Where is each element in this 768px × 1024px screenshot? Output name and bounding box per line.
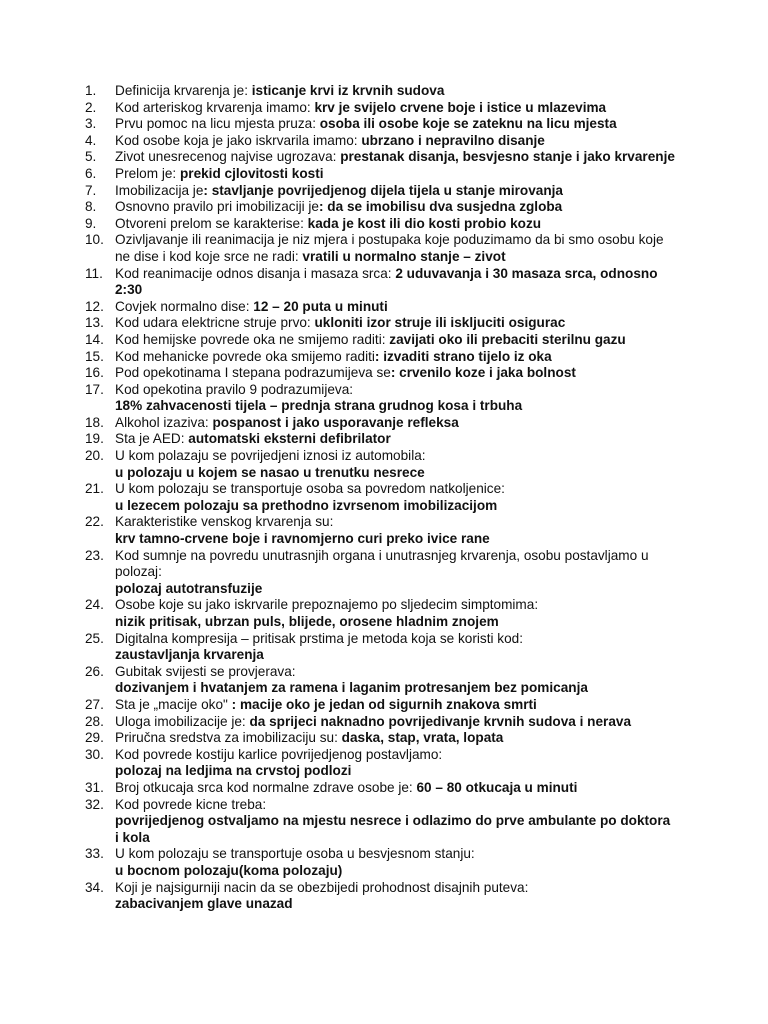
question-text: Kod osobe koja je jako iskrvarila imamo: (115, 132, 362, 148)
list-item (0, 266, 675, 299)
answer-text: vratili u normalno stanje – zivot (302, 248, 506, 264)
list-item (0, 100, 675, 117)
question-text: Ozivljavanje ili reanimacija je niz mjera i postupaka koje poduzimamo da bi smo osobu koje ne dise i kod koje srce ne radi: (115, 232, 664, 264)
answer-text: u lezecem polozaju sa prethodno izvrsenom imobilizacijom (115, 497, 498, 513)
item-number: 20. (85, 448, 104, 464)
list-item (0, 514, 675, 547)
list-item (0, 232, 675, 265)
list-item (0, 730, 675, 747)
item-number: 32. (85, 796, 104, 812)
item-number: 17. (85, 381, 104, 397)
answer-text: zaustavljanja krvarenja (115, 647, 264, 663)
question-text: Uloga imobilizacije je: (115, 713, 250, 729)
question-text: Kod opekotina pravilo 9 podrazumijeva: (115, 381, 354, 397)
item-number: 10. (85, 232, 104, 248)
answer-text: zavijati oko ili prebaciti sterilnu gazu (389, 331, 626, 347)
item-number: 33. (85, 846, 104, 862)
question-text: Alkohol izaziva: (115, 414, 213, 430)
item-number: 16. (85, 365, 104, 381)
item-number: 23. (85, 547, 104, 563)
item-number: 1. (85, 83, 97, 98)
question-text: Definicija krvarenja je: (115, 83, 252, 98)
question-text: Osnovno pravilo pri imobilizaciji je (115, 199, 319, 215)
list-item (0, 149, 675, 166)
list-item (0, 846, 675, 879)
list-item (0, 797, 675, 847)
question-text: Prvu pomoc na licu mjesta pruza: (115, 116, 320, 132)
question-text: Kod povrede kostiju karlice povrijedjenog postavljamo: (115, 746, 443, 762)
answer-text: isticanje krvi iz krvnih sudova (251, 83, 445, 98)
list-item (0, 365, 675, 382)
question-text: Pod opekotinama I stepana podrazumijeva se (115, 365, 391, 381)
list-item (0, 664, 675, 697)
question-text: Kod hemijske povrede oka ne smijemo raditi: (115, 331, 390, 347)
item-number: 19. (85, 431, 104, 447)
answer-text: krv tamno-crvene boje i ravnomjerno curi preko ivice rane (115, 531, 490, 547)
answer-text: krv je svijelo crvene boje i istice u mlazevima (314, 99, 607, 115)
answer-text: kada je kost ili dio kosti probio kozu (307, 215, 542, 231)
answer-text: 12 – 20 puta u minuti (253, 298, 388, 314)
list-item (0, 548, 675, 598)
item-number: 2. (85, 99, 97, 115)
list-item (0, 697, 675, 714)
answer-text: polozaj autotransfuzije (115, 580, 263, 596)
item-number: 8. (85, 199, 97, 215)
question-text: Karakteristike venskog krvarenja su: (115, 514, 334, 530)
question-text: Zivot unesrecenog najvise ugrozava: (115, 149, 341, 165)
answer-text: ubrzano i nepravilno disanje (361, 132, 545, 148)
answer-text: u bocnom polozaju(koma polozaju) (115, 862, 343, 878)
answer-text: ukloniti izor struje ili iskljuciti osigurac (314, 315, 566, 331)
question-text: Kod mehanicke povrede oka smijemo raditi (115, 348, 375, 364)
question-text: U kom polozaju se transportuje osoba sa povredom natkoljenice: (115, 481, 505, 497)
answer-text: osoba ili osobe koje se zateknu na licu mjesta (319, 116, 617, 132)
question-text: Kod arteriskog krvarenja imamo: (115, 99, 315, 115)
question-text: Koji je najsigurniji nacin da se obezbijedi prohodnost disajnih puteva: (115, 879, 529, 895)
item-number: 26. (85, 663, 104, 679)
item-number: 22. (85, 514, 104, 530)
item-number: 14. (85, 331, 104, 347)
question-text: Kod sumnje na povredu unutrasnjih organa i unutrasnjeg krvarenja, osobu postavljamo u polozaj: (115, 547, 649, 580)
item-number: 13. (85, 315, 104, 331)
item-number: 3. (85, 116, 97, 132)
item-number: 28. (85, 713, 104, 729)
answer-text: 18% zahvacenosti tijela – prednja strana grudnog kosa i trbuha (115, 398, 523, 414)
list-item (0, 880, 675, 913)
item-number: 9. (85, 215, 97, 231)
list-item (0, 448, 675, 481)
item-number: 18. (85, 414, 104, 430)
list-item (0, 332, 675, 349)
answer-text: : izvaditi strano tijelo iz oka (374, 348, 552, 364)
answer-text: zabacivanjem glave unazad (115, 896, 293, 912)
answer-text: povrijedjenog ostvaljamo na mjestu nesrece i odlazimo do prve ambulante po doktora i kola (115, 813, 671, 845)
item-number: 12. (85, 298, 104, 314)
question-text: Covjek normalno dise: (115, 298, 254, 314)
list-item (0, 382, 675, 415)
question-text: U kom polozaju se transportuje osoba u besvjesnom stanju: (115, 846, 475, 862)
answer-text: prestanak disanja, besvjesno stanje i jako krvarenje (340, 149, 675, 165)
item-number: 11. (85, 265, 103, 281)
item-number: 29. (85, 730, 104, 746)
list-item (0, 183, 675, 200)
item-number: 34. (85, 879, 104, 895)
question-text: Otvoreni prelom se karakterise: (115, 215, 308, 231)
question-text: Osobe koje su jako iskrvarile prepoznajemo po sljedecim simptomima: (115, 597, 539, 613)
numbered-list (0, 83, 768, 913)
question-text: Kod udara elektricne struje prvo: (115, 315, 315, 331)
answer-text: dozivanjem i hvatanjem za ramena i laganim protresanjem bez pomicanja (115, 680, 588, 696)
answer-text: daska, stap, vrata, lopata (341, 730, 504, 746)
item-number: 7. (85, 182, 97, 198)
answer-text: u polozaju u kojem se nasao u trenutku nesrece (115, 464, 425, 480)
item-number: 31. (85, 779, 104, 795)
answer-text: : da se imobilisu dva susjedna zgloba (319, 199, 563, 215)
list-item (0, 133, 675, 150)
item-number: 5. (85, 149, 97, 165)
question-text: Kod reanimacije odnos disanja i masaza srca: (115, 265, 396, 281)
list-item (0, 199, 675, 216)
question-text: Priručna sredstva za imobilizaciju su: (115, 730, 342, 746)
answer-text: : macije oko je jedan od sigurnih znakova smrti (231, 696, 537, 712)
question-text: Gubitak svijesti se provjerava: (115, 663, 296, 679)
answer-text: 60 – 80 otkucaja u minuti (416, 779, 578, 795)
item-number: 15. (85, 348, 104, 364)
answer-text: polozaj na ledjima na crvstoj podlozi (115, 763, 352, 779)
list-item (0, 431, 675, 448)
answer-text: : stavljanje povrijedjenog dijela tijela u stanje mirovanja (203, 182, 563, 198)
list-item (0, 116, 675, 133)
question-text: Prelom je: (115, 165, 180, 181)
item-number: 6. (85, 165, 97, 181)
answer-text: 2 uduvavanja i 30 masaza srca, odnosno 2:30 (115, 265, 658, 298)
item-number: 4. (85, 132, 97, 148)
list-item (0, 349, 675, 366)
list-item (0, 631, 675, 664)
question-text: Imobilizacija je (115, 182, 204, 198)
answer-text: da sprijeci naknadno povrijedivanje krvnih sudova i nerava (249, 713, 631, 729)
question-text: U kom polazaju se povrijedjeni iznosi iz automobila: (115, 448, 426, 464)
answer-text: prekid cjlovitosti kosti (179, 165, 324, 181)
list-item (0, 216, 675, 233)
question-text: Broj otkucaja srca kod normalne zdrave osobe je: (115, 779, 417, 795)
list-item (0, 166, 675, 183)
answer-text: nizik pritisak, ubrzan puls, blijede, orosene hladnim znojem (115, 614, 499, 629)
list-item (0, 714, 675, 731)
question-text: Sta je „macije oko" (115, 696, 232, 712)
list-item (0, 315, 675, 332)
list-item (0, 597, 675, 630)
item-number: 27. (85, 696, 104, 712)
item-number: 30. (85, 746, 104, 762)
answer-text: : crvenilo koze i jaka bolnost (390, 365, 576, 381)
list-item (0, 299, 675, 316)
list-item (0, 83, 675, 100)
item-number: 21. (85, 481, 104, 497)
list-item (0, 415, 675, 432)
list-item (0, 481, 675, 514)
answer-text: pospanost i jako usporavanje refleksa (212, 414, 459, 430)
item-number: 24. (85, 597, 104, 613)
question-text: Digitalna kompresija – pritisak prstima je metoda koja se koristi kod: (115, 630, 523, 646)
question-text: Sta je AED: (115, 431, 189, 447)
answer-text: automatski eksterni defibrilator (188, 431, 391, 447)
list-item (0, 747, 675, 780)
item-number: 25. (85, 630, 104, 646)
list-item (0, 780, 675, 797)
question-text: Kod povrede kicne treba: (115, 796, 267, 812)
